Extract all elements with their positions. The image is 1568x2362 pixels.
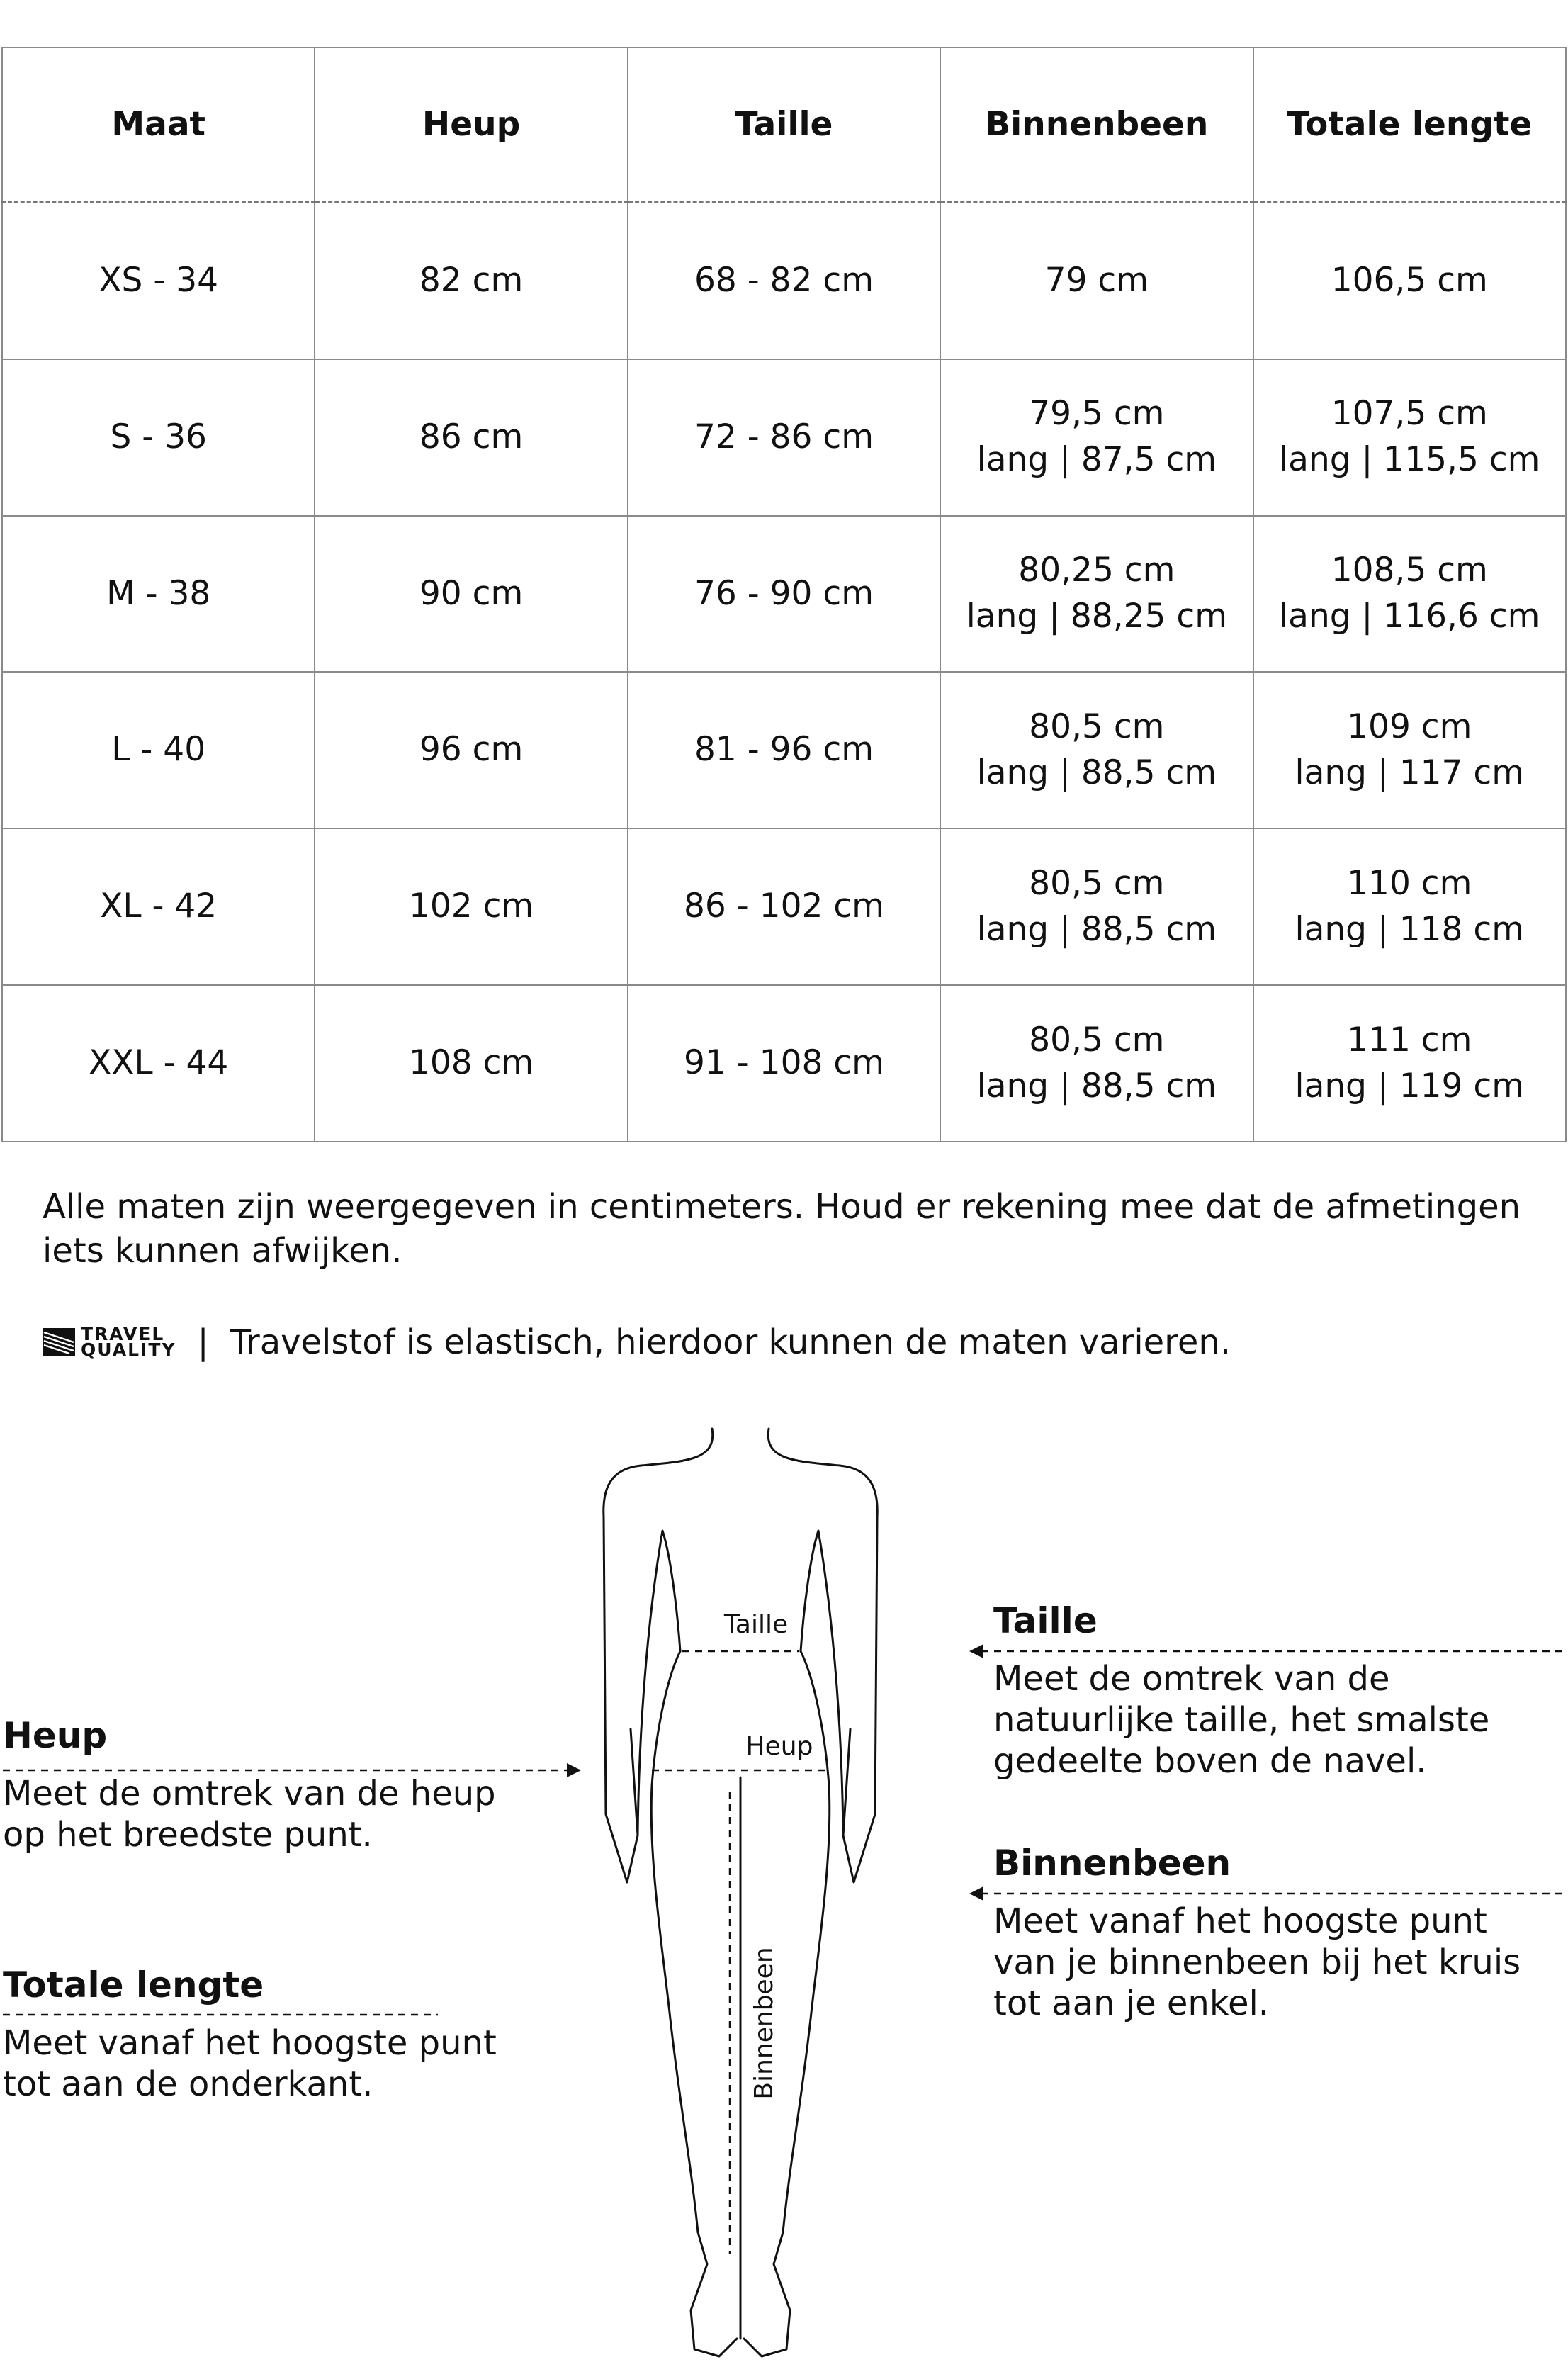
cell-line: M - 38 [106, 573, 211, 613]
cell-totale-lengte [1253, 203, 1566, 359]
header-totale-lengte: Totale lengte [1253, 47, 1566, 203]
cell-maat [2, 985, 315, 1142]
travel-quality-logo [43, 1324, 176, 1360]
header-maat: Maat [2, 47, 315, 203]
travel-separator: | [197, 1322, 209, 1362]
cell-heup [315, 985, 627, 1142]
table-row [2, 203, 1566, 359]
travel-logo-line1: TRAVEL [81, 1324, 165, 1344]
cell-taille [628, 672, 940, 828]
cell-line: 80,25 cm [1018, 551, 1175, 590]
cell-line: lang | 88,5 cm [976, 753, 1217, 792]
cell-totale-lengte [1253, 359, 1566, 516]
cell-line: 108 cm [408, 1043, 534, 1083]
legend-heup-line: op het breedste punt. [3, 1815, 373, 1855]
cell-binnenbeen [940, 985, 1253, 1142]
cell-line: 91 - 108 cm [684, 1043, 884, 1083]
legend-taille [993, 1599, 1489, 1782]
cell-line: XL - 42 [100, 887, 218, 926]
cell-line: 111 cm [1347, 1020, 1472, 1059]
cell-maat [2, 516, 315, 673]
cell-line: 107,5 cm [1331, 394, 1488, 434]
legend-totale-lengte [3, 1963, 497, 2105]
cell-line: 79,5 cm [1029, 394, 1165, 434]
cell-binnenbeen [940, 203, 1253, 359]
cell-line: lang | 88,25 cm [966, 597, 1228, 636]
cell-taille [628, 516, 940, 673]
cell-heup [315, 359, 627, 516]
cell-line: lang | 119 cm [1295, 1066, 1525, 1106]
cell-line: 72 - 86 cm [694, 417, 874, 456]
cell-line: 80,5 cm [1029, 1020, 1165, 1059]
table-row [2, 985, 1566, 1142]
header-binnenbeen: Binnenbeen [940, 47, 1253, 203]
cell-line: XS - 34 [98, 260, 219, 300]
cell-binnenbeen [940, 516, 1253, 673]
cell-totale-lengte [1253, 672, 1566, 828]
cell-line: lang | 88,5 cm [976, 909, 1217, 949]
legend-totale-lengte-line: Meet vanaf het hoogste punt [3, 2023, 497, 2063]
cell-taille [628, 985, 940, 1142]
cell-line: 82 cm [419, 260, 524, 300]
cell-line: lang | 115,5 cm [1279, 440, 1540, 480]
cell-line: 80,5 cm [1029, 863, 1165, 903]
cell-line: L - 40 [111, 730, 206, 770]
cell-totale-lengte [1253, 828, 1566, 985]
cell-binnenbeen [940, 359, 1253, 516]
cell-maat [2, 203, 315, 359]
travel-stripes-icon [43, 1328, 75, 1356]
legend-binnenbeen-line: tot aan je enkel. [993, 1984, 1270, 2023]
cell-taille [628, 828, 940, 985]
cell-taille [628, 359, 940, 516]
figure-label-taille: Taille [723, 1610, 789, 1639]
cell-line: 102 cm [408, 887, 534, 926]
cell-line: 109 cm [1347, 707, 1472, 747]
cell-line: lang | 118 cm [1295, 909, 1525, 949]
legend-totale-lengte-line: tot aan de onderkant. [3, 2064, 373, 2104]
cell-line: 110 cm [1347, 863, 1472, 903]
cell-line: lang | 87,5 cm [976, 440, 1217, 480]
legend-heup-heading: Heup [3, 1715, 108, 1756]
cell-line: XXL - 44 [89, 1043, 229, 1083]
size-table [1, 47, 1567, 1142]
cell-line: 106,5 cm [1331, 260, 1488, 300]
cell-line: 90 cm [419, 573, 524, 613]
cell-line: S - 36 [110, 417, 207, 456]
legend-taille-line: natuurlijke taille, het smalste [993, 1700, 1490, 1740]
measurement-note: Alle maten zijn weergegeven in centimeters. Houd er rekening mee dat de afmetingen iets kunnen afwijken. [43, 1187, 1521, 1271]
cell-line: 81 - 96 cm [694, 730, 874, 770]
legend-heup-line: Meet de omtrek van de heup [3, 1774, 496, 1813]
cell-heup [315, 828, 627, 985]
cell-line: 80,5 cm [1029, 707, 1165, 747]
cell-line: 86 cm [419, 417, 524, 456]
cell-line: lang | 116,6 cm [1279, 597, 1540, 636]
header-heup: Heup [315, 47, 627, 203]
legend-taille-line: Meet de omtrek van de [993, 1659, 1390, 1699]
cell-line: 86 - 102 cm [684, 887, 884, 926]
cell-line: 96 cm [419, 730, 524, 770]
cell-heup [315, 516, 627, 673]
header-taille: Taille [628, 47, 940, 203]
cell-line: 68 - 82 cm [694, 260, 874, 300]
size-table-body [2, 203, 1566, 1142]
body-silhouette [604, 1429, 877, 2356]
legend-totale-lengte-heading: Totale lengte [3, 1964, 264, 2006]
legend-heup [3, 1714, 496, 1855]
cell-heup [315, 672, 627, 828]
cell-line: lang | 88,5 cm [976, 1066, 1217, 1106]
cell-maat [2, 672, 315, 828]
cell-totale-lengte [1253, 985, 1566, 1142]
cell-maat [2, 359, 315, 516]
table-row [2, 359, 1566, 516]
legend-taille-line: gedeelte boven de navel. [993, 1741, 1427, 1781]
figure-label-heup: Heup [745, 1732, 813, 1761]
cell-binnenbeen [940, 672, 1253, 828]
figure-label-binnenbeen: Binnenbeen [750, 1947, 779, 2100]
travel-text: Travelstof is elastisch, hierdoor kunnen de maten varieren. [230, 1322, 1231, 1362]
cell-line: 76 - 90 cm [694, 573, 874, 613]
legend-binnenbeen [993, 1841, 1521, 2024]
travel-logo-line2: QUALITY [81, 1339, 176, 1360]
legend-taille-heading: Taille [993, 1600, 1098, 1641]
table-row [2, 828, 1566, 985]
table-row [2, 672, 1566, 828]
cell-totale-lengte [1253, 516, 1566, 673]
cell-taille [628, 203, 940, 359]
legend-binnenbeen-heading: Binnenbeen [993, 1843, 1231, 1884]
cell-line: 79 cm [1044, 260, 1149, 300]
legend-binnenbeen-line: Meet vanaf het hoogste punt [993, 1901, 1487, 1941]
travel-quality-row [43, 1320, 1231, 1365]
cell-heup [315, 203, 627, 359]
cell-binnenbeen [940, 828, 1253, 985]
cell-line: lang | 117 cm [1295, 753, 1525, 792]
legend-binnenbeen-line: van je binnenbeen bij het kruis [993, 1942, 1521, 1982]
cell-maat [2, 828, 315, 985]
cell-line: 108,5 cm [1331, 551, 1488, 590]
size-table-header [2, 47, 1566, 203]
table-row [2, 516, 1566, 673]
